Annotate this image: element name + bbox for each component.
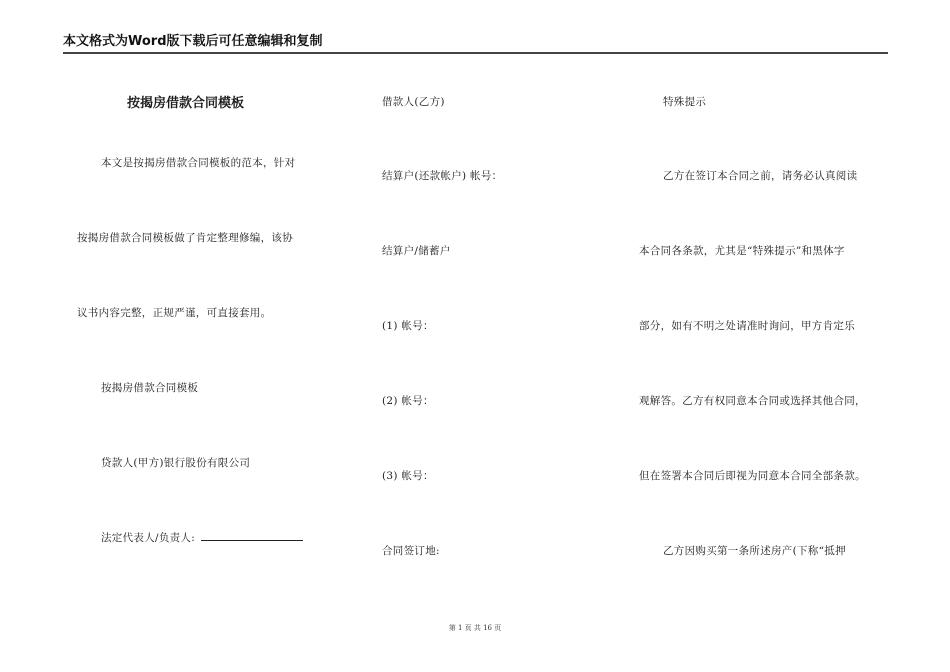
notice-line-1: 乙方在签订本合同之前，请务必认真阅读 [663,170,858,182]
signing-place-line: 合同签订地: [382,545,440,557]
account-number-3: (3) 帐号： [382,470,434,482]
account-number-2: (2) 帐号： [382,395,434,407]
signature-blank [201,530,303,541]
special-notice-heading: 特殊提示 [663,96,707,108]
settlement-account-line: 结算户(还款帐户) 帐号： [382,170,503,182]
account-number-1: (1) 帐号： [382,320,434,332]
header-divider [63,52,888,54]
legal-representative-label: 法定代表人/负责人: [101,532,196,544]
notice-line-6: 乙方因购买第一条所述房产(下称“抵押 [663,545,846,557]
notice-line-2: 本合同各条款，尤其是“特殊提示”和黑体字 [639,245,845,257]
legal-representative-line [101,530,303,545]
lender-line: 贷款人(甲方)银行股份有限公司 [101,457,251,469]
document-title: 按揭房借款合同模板 [127,96,245,111]
intro-line-1: 本文是按揭房借款合同模板的范本，针对 [101,157,296,169]
borrower-line: 借款人(乙方) [382,96,445,108]
savings-account-line: 结算户/储蓄户 [382,245,451,257]
notice-line-5: 但在签署本合同后即视为同意本合同全部条款。 [639,470,866,482]
intro-line-2: 按揭房借款合同模板做了肯定整理修编，该协 [77,232,293,244]
contract-subtitle: 按揭房借款合同模板 [101,382,199,394]
notice-line-4: 观解答。乙方有权同意本合同或选择其他合同， [639,395,866,407]
intro-line-3: 议书内容完整，正规严谨，可直接套用。 [77,307,272,319]
notice-line-3: 部分，如有不明之处请准时询问，甲方肯定乐 [639,320,855,332]
page-number: 第 1 页 共 16 页 [448,624,502,632]
document-header: 本文格式为Word版下载后可任意编辑和复制 [63,34,323,49]
